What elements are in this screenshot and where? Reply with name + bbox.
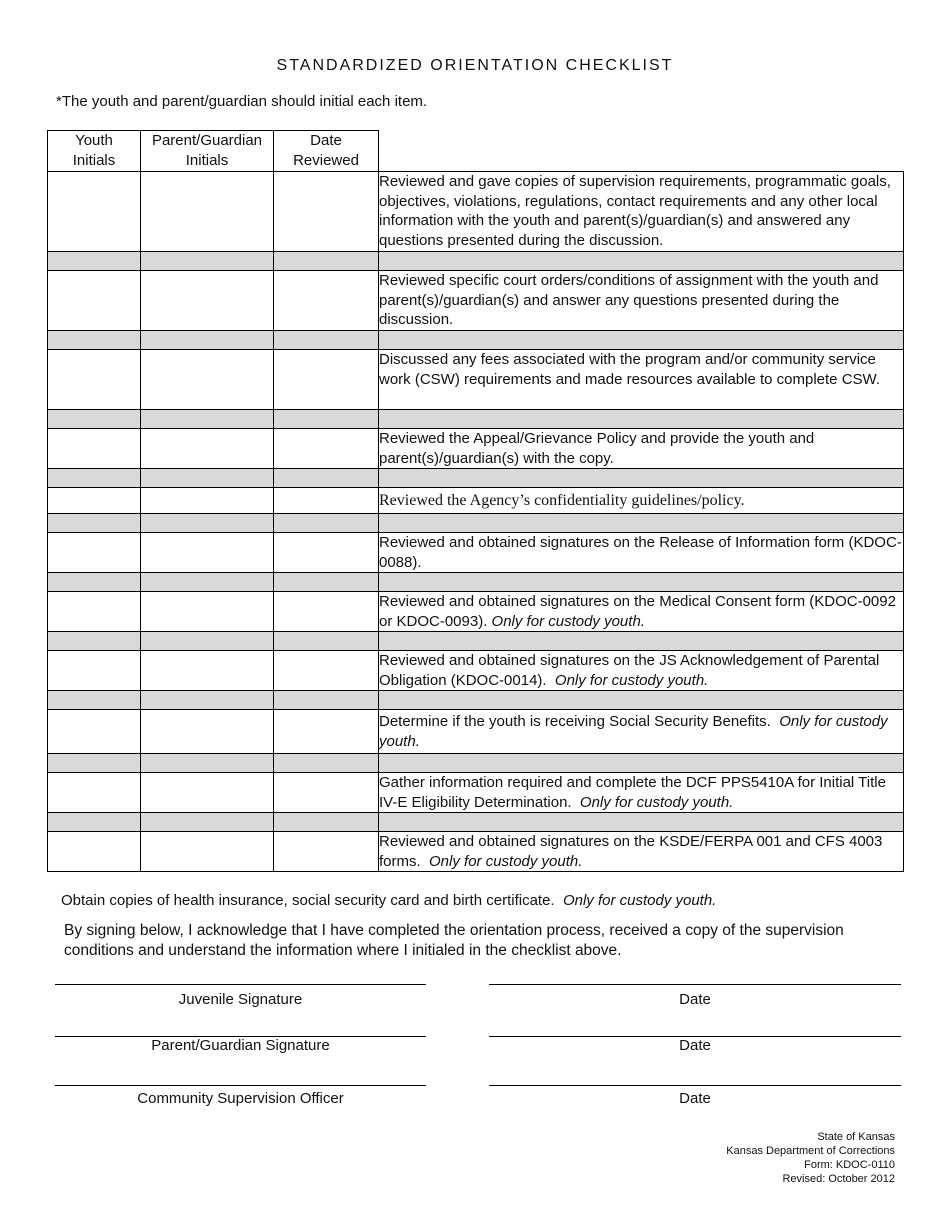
item-text: Reviewed the Agency’s confidentiality guidelines/policy. (379, 488, 904, 514)
separator-row (48, 632, 904, 651)
youth-initials-cell[interactable] (48, 429, 141, 469)
parent-initials-cell[interactable] (141, 350, 274, 410)
parent-initials-cell[interactable] (141, 592, 274, 632)
footer-revised: Revised: October 2012 (782, 1173, 895, 1185)
juvenile-date-label: Date (679, 991, 711, 1008)
youth-initials-cell[interactable] (48, 710, 141, 754)
separator-row (48, 573, 904, 592)
juvenile-signature-line[interactable] (55, 984, 426, 985)
separator-row (48, 514, 904, 533)
instruction-text: *The youth and parent/guardian should initial each item. (56, 93, 428, 110)
date-reviewed-cell[interactable] (274, 271, 379, 331)
table-row (48, 533, 904, 573)
youth-initials-cell[interactable] (48, 832, 141, 872)
date-reviewed-cell[interactable] (274, 172, 379, 252)
item-text: Reviewed and obtained signatures on the JS Acknowledgement of Parental Obligation (KDOC-0014). Only for custody youth. (379, 651, 904, 691)
item-text: Reviewed and gave copies of supervision requirements, programmatic goals, objectives, violations, regulations, contact requirements and any other local information with the youth and parent(s)/guardian(s) and answered any questions presented during the discussion. (379, 172, 904, 252)
item-text: Discussed any fees associated with the program and/or community service work (CSW) requirements and made resources available to complete CSW. (379, 350, 904, 410)
table-row (48, 651, 904, 691)
parent-date-label: Date (679, 1037, 711, 1054)
table-row (48, 172, 904, 252)
youth-initials-cell[interactable] (48, 533, 141, 573)
juvenile-signature-label: Juvenile Signature (178, 991, 303, 1008)
parent-initials-cell[interactable] (141, 651, 274, 691)
juvenile-date-line[interactable] (489, 984, 901, 985)
item-text: Reviewed the Appeal/Grievance Policy and provide the youth and parent(s)/guardian(s) with the copy. (379, 429, 904, 469)
officer-signature-line[interactable] (55, 1085, 426, 1086)
parent-initials-header: Parent/Guardian Initials (141, 131, 274, 172)
youth-initials-cell[interactable] (48, 592, 141, 632)
blank-header (379, 131, 904, 172)
table-row (48, 710, 904, 754)
date-reviewed-cell[interactable] (274, 651, 379, 691)
table-row (48, 773, 904, 813)
table-row (48, 488, 904, 514)
item-text: Determine if the youth is receiving Social Security Benefits. Only for custody youth. (379, 710, 904, 754)
form-title: STANDARDIZED ORIENTATION CHECKLIST (276, 57, 674, 74)
item-text: Reviewed and obtained signatures on the Medical Consent form (KDOC-0092 or KDOC-0093). Only for custody youth. (379, 592, 904, 632)
officer-signature-label: Community Supervision Officer (137, 1090, 344, 1107)
parent-initials-cell[interactable] (141, 533, 274, 573)
date-reviewed-cell[interactable] (274, 710, 379, 754)
separator-row (48, 813, 904, 832)
table-row (48, 429, 904, 469)
youth-initials-cell[interactable] (48, 350, 141, 410)
item-text: Reviewed and obtained signatures on the KSDE/FERPA 001 and CFS 4003 forms. Only for custody youth. (379, 832, 904, 872)
separator-row (48, 331, 904, 350)
parent-initials-cell[interactable] (141, 488, 274, 514)
date-reviewed-header: Date Reviewed (274, 131, 379, 172)
date-reviewed-cell[interactable] (274, 592, 379, 632)
item-text: Reviewed specific court orders/conditions of assignment with the youth and parent(s)/guardian(s) and answer any questions presented during the discussion. (379, 271, 904, 331)
footer-form-number: Form: KDOC-0110 (804, 1159, 895, 1171)
youth-initials-cell[interactable] (48, 773, 141, 813)
parent-initials-cell[interactable] (141, 429, 274, 469)
date-reviewed-cell[interactable] (274, 533, 379, 573)
date-reviewed-cell[interactable] (274, 488, 379, 514)
form-footer (726, 1130, 895, 1186)
item-text: Reviewed and obtained signatures on the Release of Information form (KDOC-0088). (379, 534, 902, 571)
header-row (48, 131, 904, 172)
officer-date-line[interactable] (489, 1085, 901, 1086)
date-reviewed-cell[interactable] (274, 832, 379, 872)
youth-initials-cell[interactable] (48, 271, 141, 331)
separator-row (48, 469, 904, 488)
parent-initials-cell[interactable] (141, 271, 274, 331)
table-row (48, 592, 904, 632)
parent-signature-label: Parent/Guardian Signature (151, 1037, 330, 1054)
separator-row (48, 754, 904, 773)
parent-initials-cell[interactable] (141, 172, 274, 252)
parent-initials-cell[interactable] (141, 710, 274, 754)
separator-row (48, 252, 904, 271)
youth-initials-cell[interactable] (48, 651, 141, 691)
table-row (48, 271, 904, 331)
date-reviewed-cell[interactable] (274, 429, 379, 469)
parent-initials-cell[interactable] (141, 773, 274, 813)
footer-department: Kansas Department of Corrections (726, 1145, 895, 1157)
footer-state: State of Kansas (817, 1131, 895, 1143)
table-row (48, 350, 904, 410)
youth-initials-cell[interactable] (48, 172, 141, 252)
officer-date-label: Date (679, 1090, 711, 1107)
parent-initials-cell[interactable] (141, 832, 274, 872)
date-reviewed-cell[interactable] (274, 350, 379, 410)
obtain-copies-note: Obtain copies of health insurance, social security card and birth certificate. Only for custody youth. (61, 892, 717, 909)
separator-row (48, 410, 904, 429)
separator-row (48, 691, 904, 710)
table-row (48, 832, 904, 872)
acknowledgement-text: By signing below, I acknowledge that I have completed the orientation process, received a copy of the supervision conditions and understand the information where I initialed in the checklist above. (64, 922, 844, 959)
youth-initials-header: Youth Initials (48, 131, 141, 172)
item-text: Gather information required and complete the DCF PPS5410A for Initial Title IV-E Eligibility Determination. Only for custody youth. (379, 773, 904, 813)
youth-initials-cell[interactable] (48, 488, 141, 514)
date-reviewed-cell[interactable] (274, 773, 379, 813)
checklist-table (47, 130, 904, 872)
